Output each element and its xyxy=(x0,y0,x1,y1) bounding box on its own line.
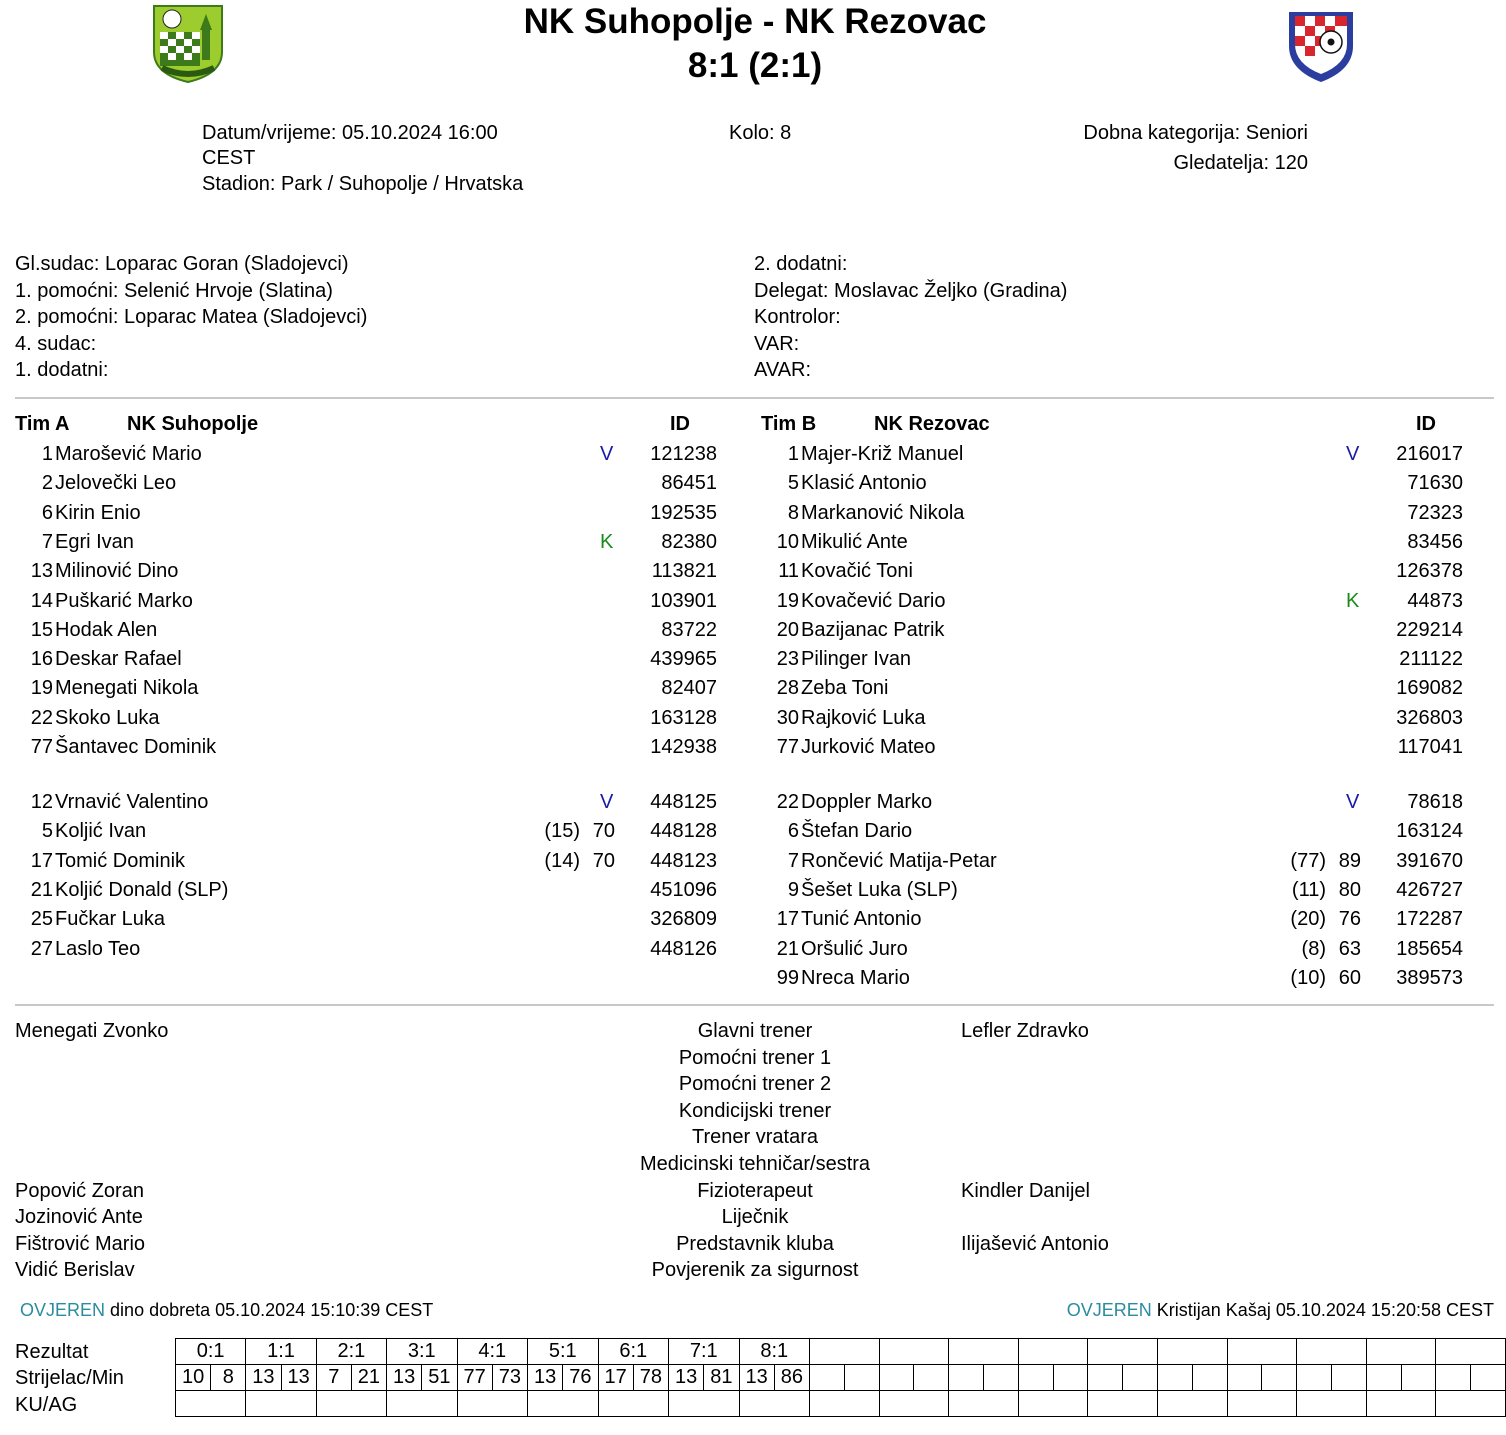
player-number: 23 xyxy=(776,648,799,671)
player-number: 21 xyxy=(30,878,53,901)
player-id: 211122 xyxy=(1399,648,1463,671)
home-staff-name: Menegati Zvonko xyxy=(15,1020,169,1042)
home-staff-name: Fištrović Mario xyxy=(15,1232,146,1255)
ku-ag-row xyxy=(176,1391,1506,1417)
verified-status: OVJEREN xyxy=(20,1300,106,1320)
goal-minute-cell: 78 xyxy=(633,1365,668,1391)
player-name: Jelovečki Leo xyxy=(55,472,177,495)
away-staff-name: Ilijašević Antonio xyxy=(961,1232,1109,1255)
official-line: AVAR: xyxy=(754,359,812,381)
spectators-count: Gledatelja: 120 xyxy=(1173,152,1308,174)
goal-scorer-cell xyxy=(1158,1365,1193,1391)
goal-scorer-cell xyxy=(879,1365,914,1391)
ku-ag-cell xyxy=(598,1391,669,1417)
player-id: 448123 xyxy=(650,849,717,872)
player-role-mark: K xyxy=(1346,589,1360,612)
player-id: 71630 xyxy=(1407,472,1463,495)
player-number: 25 xyxy=(30,908,53,931)
goal-score-cell: 4:1 xyxy=(457,1339,528,1365)
player-number: 8 xyxy=(787,501,799,524)
officials-right xyxy=(754,251,1067,384)
goal-minute-cell xyxy=(914,1365,949,1391)
player-name: Bazijanac Patrik xyxy=(801,618,945,641)
sub-minute: 60 xyxy=(1338,966,1361,989)
player-id: 451096 xyxy=(650,878,717,901)
player-name: Štefan Dario xyxy=(801,820,913,843)
player-number: 77 xyxy=(776,736,799,758)
goal-scorer-cell: 13 xyxy=(246,1365,281,1391)
player-number: 10 xyxy=(776,530,799,553)
goal-minute-cell xyxy=(844,1365,879,1391)
player-name: Koljić Ivan xyxy=(55,820,147,843)
player-name: Vrnavić Valentino xyxy=(55,791,209,813)
team-a-name: NK Suhopolje xyxy=(127,413,259,435)
player-id: 82380 xyxy=(661,530,717,553)
goal-score-cell: 6:1 xyxy=(598,1339,669,1365)
player-id: 163128 xyxy=(650,706,717,729)
player-id: 72323 xyxy=(1407,501,1463,524)
sub-replaced-number: (14) xyxy=(544,849,580,872)
staff-role: Liječnik xyxy=(721,1206,789,1229)
ku-ag-cell xyxy=(879,1391,949,1417)
goal-scorer-cell: 10 xyxy=(176,1365,211,1391)
official-line: 1. pomoćni: Selenić Hrvoje (Slatina) xyxy=(15,279,333,302)
player-name: Markanović Nikola xyxy=(801,501,965,524)
home-club-logo xyxy=(150,2,226,84)
ku-ag-cell xyxy=(669,1391,740,1417)
player-id: 326803 xyxy=(1396,706,1463,729)
player-name: Koljić Donald (SLP) xyxy=(55,878,229,901)
sub-replaced-number: (10) xyxy=(1290,966,1326,989)
team-a-label: Tim A xyxy=(15,413,70,435)
goal-minute-cell xyxy=(1471,1365,1506,1391)
home-club-crest-icon xyxy=(150,2,226,84)
player-id: 78618 xyxy=(1407,791,1463,813)
sub-replaced-number: (15) xyxy=(544,820,580,843)
home-staff-name: Popović Zoran xyxy=(15,1179,144,1202)
player-id: 169082 xyxy=(1396,677,1463,700)
divider xyxy=(15,397,1494,399)
player-name: Tomić Dominik xyxy=(55,849,186,872)
goal-score-cell: 3:1 xyxy=(387,1339,458,1365)
goal-score-cell xyxy=(810,1339,880,1365)
goal-scorer-cell xyxy=(810,1365,845,1391)
player-number: 9 xyxy=(787,878,799,901)
row-label-result: Rezultat xyxy=(15,1341,89,1363)
goal-minute-cell: 86 xyxy=(774,1365,809,1391)
player-name: Puškarić Marko xyxy=(55,589,193,612)
player-number: 13 xyxy=(30,560,53,583)
player-name: Rajković Luka xyxy=(801,706,926,729)
official-line: Gl.sudac: Loparac Goran (Sladojevci) xyxy=(15,253,349,275)
player-id: 326809 xyxy=(650,908,717,931)
player-number: 99 xyxy=(776,966,799,989)
goal-scorer-cell: 77 xyxy=(457,1365,492,1391)
player-name: Menegati Nikola xyxy=(55,677,199,700)
row-label-scorer: Strijelac/Min xyxy=(15,1367,124,1389)
player-name: Klasić Antonio xyxy=(801,472,927,495)
player-id: 142938 xyxy=(650,736,717,758)
sub-replaced-number: (11) xyxy=(1291,878,1326,901)
goal-scorer-cell xyxy=(949,1365,984,1391)
player-name: Tunić Antonio xyxy=(801,908,922,931)
player-number: 17 xyxy=(776,908,799,931)
goal-scorer-cell xyxy=(1297,1365,1332,1391)
ku-ag-cell xyxy=(1297,1391,1367,1417)
player-id: 439965 xyxy=(650,648,717,671)
home-staff-name: Jozinović Ante xyxy=(15,1206,143,1229)
away-club-crest-icon xyxy=(1285,2,1357,84)
verified-by: dino dobreta 05.10.2024 15:10:39 CEST xyxy=(110,1300,434,1320)
goal-score-cell xyxy=(879,1339,949,1365)
staff-role: Medicinski tehničar/sestra xyxy=(639,1153,871,1175)
home-verification xyxy=(20,1300,433,1321)
official-line: 4. sudac: xyxy=(15,332,97,355)
player-role-mark: K xyxy=(600,530,614,553)
player-number: 17 xyxy=(30,849,53,872)
player-name: Kovačević Dario xyxy=(801,589,946,612)
player-name: Marošević Mario xyxy=(55,443,202,465)
sub-minute: 70 xyxy=(592,849,615,872)
goal-minute-cell: 8 xyxy=(211,1365,246,1391)
match-datetime: Datum/vrijeme: 05.10.2024 16:00 xyxy=(202,122,498,144)
official-line: 2. pomoćni: Loparac Matea (Sladojevci) xyxy=(15,306,368,328)
goal-score-cell: 2:1 xyxy=(316,1339,386,1365)
goal-score-cell xyxy=(1088,1339,1158,1365)
player-id: 172287 xyxy=(1396,908,1463,931)
ku-ag-cell xyxy=(1158,1391,1228,1417)
player-name: Jurković Mateo xyxy=(801,736,936,758)
player-number: 27 xyxy=(30,937,53,960)
match-score: 8:1 (2:1) xyxy=(687,46,823,85)
player-name: Kovačić Toni xyxy=(801,560,913,583)
player-number: 19 xyxy=(776,589,799,612)
player-id: 44873 xyxy=(1407,589,1463,612)
ku-ag-cell xyxy=(1436,1391,1506,1417)
player-name: Oršulić Juro xyxy=(801,937,908,960)
player-name: Hodak Alen xyxy=(55,618,158,641)
sub-minute: 76 xyxy=(1338,908,1361,931)
goal-minute-cell xyxy=(1053,1365,1088,1391)
ku-ag-cell xyxy=(457,1391,528,1417)
player-role-mark: V xyxy=(600,443,614,465)
player-id: 391670 xyxy=(1396,849,1463,872)
goal-minute-cell xyxy=(1123,1365,1158,1391)
goal-minute-cell: 21 xyxy=(351,1365,386,1391)
team-b-label: Tim B xyxy=(761,413,817,435)
goal-scorer-cell xyxy=(1366,1365,1401,1391)
staff-role: Predstavnik kluba xyxy=(676,1232,834,1255)
official-line: Kontrolor: xyxy=(754,306,841,328)
player-number: 7 xyxy=(41,530,53,553)
goal-score-cell xyxy=(1366,1339,1436,1365)
player-id: 448126 xyxy=(650,937,717,960)
player-id: 103901 xyxy=(650,589,717,612)
player-number: 15 xyxy=(30,618,53,641)
officials-left xyxy=(15,251,367,384)
player-id: 216017 xyxy=(1396,443,1463,465)
goal-score-cell xyxy=(949,1339,1019,1365)
player-number: 30 xyxy=(776,706,799,729)
player-name: Skoko Luka xyxy=(55,706,160,729)
ku-ag-cell xyxy=(246,1391,317,1417)
scorer-row xyxy=(176,1365,1506,1391)
sub-replaced-number: (8) xyxy=(1301,937,1326,960)
player-role-mark: V xyxy=(1346,443,1360,465)
goal-scorer-cell: 13 xyxy=(739,1365,774,1391)
verified-status: OVJEREN xyxy=(1066,1300,1152,1320)
player-number: 12 xyxy=(30,791,53,813)
age-category: Dobna kategorija: Seniori xyxy=(1083,122,1308,144)
player-number: 5 xyxy=(787,472,799,495)
ku-ag-cell xyxy=(1227,1391,1297,1417)
player-number: 1 xyxy=(41,443,53,465)
goal-scorer-cell xyxy=(1436,1365,1471,1391)
player-name: Šešet Luka (SLP) xyxy=(801,878,958,901)
player-id: 163124 xyxy=(1396,820,1463,843)
player-number: 11 xyxy=(778,560,799,583)
player-name: Kirin Enio xyxy=(55,501,141,524)
ku-ag-cell xyxy=(1366,1391,1436,1417)
player-name: Deskar Rafael xyxy=(55,648,182,671)
goal-scorer-cell: 13 xyxy=(528,1365,563,1391)
official-line: 1. dodatni: xyxy=(15,359,109,381)
player-name: Fučkar Luka xyxy=(55,908,166,931)
away-verification xyxy=(1067,1300,1494,1321)
match-round: Kolo: 8 xyxy=(729,122,792,144)
player-number: 28 xyxy=(776,677,799,700)
sub-minute: 63 xyxy=(1338,937,1361,960)
player-name: Doppler Marko xyxy=(801,791,933,813)
official-line: 2. dodatni: xyxy=(754,253,848,275)
verified-by: Kristijan Kašaj 05.10.2024 15:20:58 CEST xyxy=(1156,1300,1494,1320)
ku-ag-cell xyxy=(316,1391,386,1417)
divider xyxy=(15,1004,1494,1006)
player-name: Rončević Matija-Petar xyxy=(801,849,997,872)
player-number: 20 xyxy=(776,618,799,641)
player-number: 19 xyxy=(30,677,53,700)
player-id: 185654 xyxy=(1396,937,1463,960)
player-id: 117041 xyxy=(1397,736,1463,758)
player-id: 389573 xyxy=(1396,966,1463,989)
goal-score-cell: 8:1 xyxy=(739,1339,810,1365)
player-name: Laslo Teo xyxy=(55,937,141,960)
player-id: 82407 xyxy=(661,677,717,700)
player-number: 7 xyxy=(787,849,799,872)
player-id: 229214 xyxy=(1396,618,1463,641)
goal-scorer-cell xyxy=(1227,1365,1262,1391)
away-staff-name: Kindler Danijel xyxy=(961,1179,1090,1202)
ku-ag-cell xyxy=(1088,1391,1158,1417)
player-name: Pilinger Ivan xyxy=(801,648,912,671)
goal-scorer-cell: 7 xyxy=(316,1365,351,1391)
player-number: 22 xyxy=(776,791,799,813)
goal-scorer-cell: 17 xyxy=(598,1365,633,1391)
goal-score-cell xyxy=(1018,1339,1088,1365)
player-id: 426727 xyxy=(1396,878,1463,901)
goal-minute-cell: 51 xyxy=(422,1365,457,1391)
match-stadium: Stadion: Park / Suhopolje / Hrvatska xyxy=(202,173,524,195)
goal-scorer-cell xyxy=(1018,1365,1053,1391)
goal-score-cell xyxy=(1158,1339,1228,1365)
player-name: Majer-Križ Manuel xyxy=(801,443,964,465)
goals-table xyxy=(175,1338,1506,1417)
goal-minute-cell xyxy=(1331,1365,1366,1391)
goal-score-cell: 1:1 xyxy=(246,1339,317,1365)
player-number: 14 xyxy=(30,589,53,612)
player-role-mark: V xyxy=(600,791,614,813)
staff-role: Trener vratara xyxy=(692,1126,818,1149)
sub-minute: 80 xyxy=(1338,878,1361,901)
match-title: NK Suhopolje - NK Rezovac xyxy=(523,2,987,41)
player-number: 1 xyxy=(787,443,799,465)
staff-role: Pomoćni trener 2 xyxy=(678,1073,832,1096)
goal-scorer-cell xyxy=(1088,1365,1123,1391)
ku-ag-cell xyxy=(387,1391,458,1417)
ku-ag-cell xyxy=(176,1391,246,1417)
team-b-id-header: ID xyxy=(1416,413,1436,435)
match-timezone: CEST xyxy=(202,147,256,169)
goal-minute-cell: 81 xyxy=(704,1365,739,1391)
ku-ag-cell xyxy=(949,1391,1019,1417)
goal-score-cell xyxy=(1297,1339,1367,1365)
player-id: 126378 xyxy=(1396,560,1463,583)
away-staff-name: Lefler Zdravko xyxy=(961,1020,1089,1042)
ku-ag-cell xyxy=(1018,1391,1088,1417)
player-id: 113821 xyxy=(651,560,717,583)
team-a-id-header: ID xyxy=(670,413,690,435)
player-name: Egri Ivan xyxy=(55,530,134,553)
goal-score-cell: 7:1 xyxy=(669,1339,740,1365)
sub-minute: 70 xyxy=(592,820,615,843)
official-line: VAR: xyxy=(754,332,800,355)
player-name: Zeba Toni xyxy=(801,677,889,700)
staff-role: Kondicijski trener xyxy=(678,1099,832,1122)
result-row xyxy=(176,1339,1506,1365)
player-name: Šantavec Dominik xyxy=(55,736,217,758)
goal-score-cell: 0:1 xyxy=(176,1339,246,1365)
sub-minute: 89 xyxy=(1338,849,1361,872)
player-number: 2 xyxy=(41,472,53,495)
staff-role: Fizioterapeut xyxy=(697,1179,813,1202)
goal-minute-cell xyxy=(1192,1365,1227,1391)
player-number: 77 xyxy=(30,736,53,758)
sub-replaced-number: (20) xyxy=(1290,908,1326,931)
home-staff-name: Vidić Berislav xyxy=(15,1259,135,1282)
player-number: 16 xyxy=(30,648,53,671)
staff-role: Pomoćni trener 1 xyxy=(678,1046,832,1069)
player-number: 22 xyxy=(30,706,53,729)
ku-ag-cell xyxy=(739,1391,810,1417)
goal-score-cell: 5:1 xyxy=(528,1339,599,1365)
player-id: 121238 xyxy=(650,443,717,465)
player-name: Nreca Mario xyxy=(801,966,910,989)
goal-minute-cell: 13 xyxy=(281,1365,316,1391)
player-id: 448125 xyxy=(650,791,717,813)
player-id: 192535 xyxy=(650,501,717,524)
goal-minute-cell: 73 xyxy=(492,1365,527,1391)
row-label-ku-ag: KU/AG xyxy=(15,1394,78,1416)
player-number: 21 xyxy=(776,937,799,960)
goal-scorer-cell: 13 xyxy=(387,1365,422,1391)
away-club-logo xyxy=(1285,2,1357,84)
goal-minute-cell xyxy=(984,1365,1019,1391)
staff-role: Povjerenik za sigurnost xyxy=(651,1259,859,1282)
player-name: Mikulić Ante xyxy=(801,530,908,553)
goal-scorer-cell: 13 xyxy=(669,1365,704,1391)
player-id: 448128 xyxy=(650,820,717,843)
player-number: 6 xyxy=(787,820,799,843)
player-role-mark: V xyxy=(1346,791,1360,813)
sub-replaced-number: (77) xyxy=(1290,849,1326,872)
player-number: 5 xyxy=(41,820,53,843)
goal-minute-cell xyxy=(1401,1365,1436,1391)
player-id: 83456 xyxy=(1407,530,1463,553)
goal-minute-cell xyxy=(1262,1365,1297,1391)
goal-minute-cell: 76 xyxy=(563,1365,598,1391)
ku-ag-cell xyxy=(810,1391,880,1417)
player-id: 86451 xyxy=(661,472,717,495)
goal-score-cell xyxy=(1436,1339,1506,1365)
staff-role: Glavni trener xyxy=(697,1020,813,1042)
goal-score-cell xyxy=(1227,1339,1297,1365)
official-line: Delegat: Moslavac Željko (Gradina) xyxy=(754,279,1068,302)
player-id: 83722 xyxy=(661,618,717,641)
player-name: Milinović Dino xyxy=(55,560,179,583)
ku-ag-cell xyxy=(528,1391,599,1417)
player-number: 6 xyxy=(41,501,53,524)
team-b-name: NK Rezovac xyxy=(874,413,990,435)
